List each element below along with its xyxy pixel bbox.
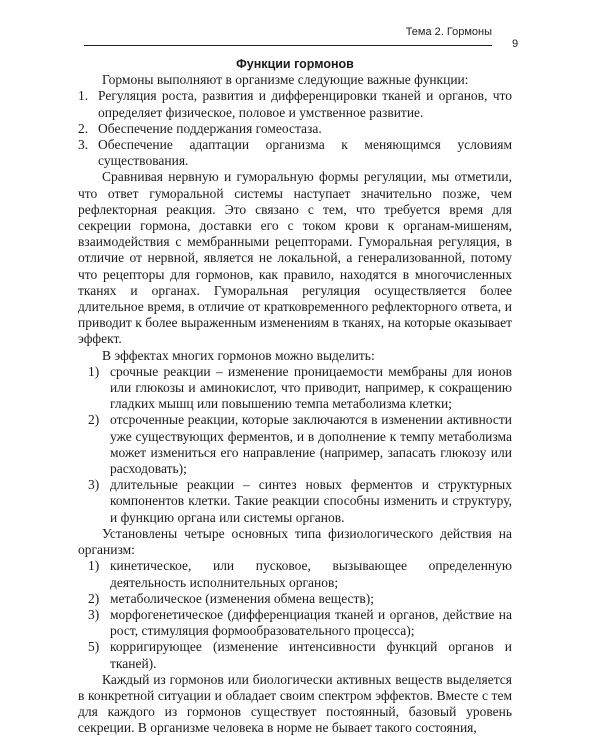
list-item-text: морфогенетическое (дифференциация тканей и органов, действие на рост, стимуляция формообразовательного процесса); xyxy=(110,606,512,639)
list-item-text: срочные реакции – изменение проницаемости мембраны для ионов или глюкозы и аминокислот, что приводит, например, к сокращению гладких мышц или повышению темпа метаболизма клетки; xyxy=(110,363,512,412)
list-marker: 1) xyxy=(88,558,100,574)
effects-list xyxy=(78,364,512,526)
list-item xyxy=(88,591,512,607)
list-item xyxy=(88,639,512,671)
list-marker: 3) xyxy=(88,477,100,493)
regulation-paragraph: Сравнивая нервную и гуморальную формы регуляции, мы отметили, что ответ гуморальной системы наступает значительно позже, чем рефлекторная реакция. Это связано с тем, что требуется время для секреции гормона, доставки его с током крови к органам-мишеням, взаимодействия с мембранными рецепторами. Гуморальная регуляция, в отличие от нервной, является не локальной, а генерализованной, потому что рецепторы для гормонов, как правило, находятся в многочисленных тканях и органах. Гуморальная регуляция осуществляется более длительное время, в отличие от кратковременного рефлекторного ответа, и приводит к более выраженным изменениям в тканях, на которые оказывает эффект. xyxy=(78,169,512,347)
list-marker: 3) xyxy=(88,606,100,622)
list-item xyxy=(78,137,512,169)
list-item xyxy=(78,88,512,120)
page-number: 9 xyxy=(512,38,519,50)
list-item xyxy=(78,121,512,137)
list-marker: 5) xyxy=(88,639,100,655)
actions-list xyxy=(78,558,512,671)
page-body xyxy=(78,56,512,737)
list-item-text: метаболическое (изменения обмена веществ); xyxy=(110,590,375,606)
list-item xyxy=(88,412,512,477)
list-marker: 1) xyxy=(88,363,100,379)
list-item xyxy=(88,477,512,526)
list-marker: 1. xyxy=(78,88,89,104)
functions-list xyxy=(78,88,512,169)
list-item-text: корригирующее (изменение интенсивности функций органов и тканей). xyxy=(110,639,512,671)
list-item-text: отсроченные реакции, которые заключаются в изменении активности уже существующих ферментов, и в дополнение к темпу метаболизма может измениться его направление (например, запасать глюкозу или расходовать); xyxy=(110,412,512,477)
list-item-text: кинетическое, или пусковое, вызывающее определенную деятельность исполнительных органов; xyxy=(110,558,512,590)
list-marker: 2) xyxy=(88,412,100,428)
actions-intro: Установлены четыре основных типа физиологического действия на организм: xyxy=(78,525,512,558)
list-item-text: длительные реакции – синтез новых ферментов и структурных компонентов клетки. Такие реакции способны изменить и структуру, и функцию органа или системы органов. xyxy=(110,477,512,525)
final-paragraph: Каждый из гормонов или биологически активных веществ выделяется в конкретной ситуации и обладает своим спектром эффектов. Вместе с тем для каждого из гормонов существует постоянный, базовый уровень секреции. В организме человека в норме не бывает такого состояния, xyxy=(78,671,512,736)
section-title: Функции гормонов xyxy=(236,57,354,71)
list-marker: 2. xyxy=(78,120,89,136)
functions-intro: Гормоны выполняют в организме следующие важные функции: xyxy=(102,72,469,88)
list-item-text: Обеспечение поддержания гомеостаза. xyxy=(98,120,322,136)
effects-intro: В эффектах многих гормонов можно выделить: xyxy=(102,347,375,363)
list-item-text: Обеспечение адаптации организма к меняющимся условиям существования. xyxy=(98,137,512,169)
header-rule xyxy=(84,45,492,46)
list-item xyxy=(88,607,512,639)
list-item xyxy=(88,364,512,413)
list-marker: 2) xyxy=(88,590,100,606)
running-head-title: Тема 2. Гормоны xyxy=(405,26,492,38)
list-item-text: Регуляция роста, развития и дифференцировки тканей и органов, что определяет физическое, половое и умственное развитие. xyxy=(98,88,512,120)
list-marker: 3. xyxy=(78,137,89,153)
list-item xyxy=(88,558,512,590)
